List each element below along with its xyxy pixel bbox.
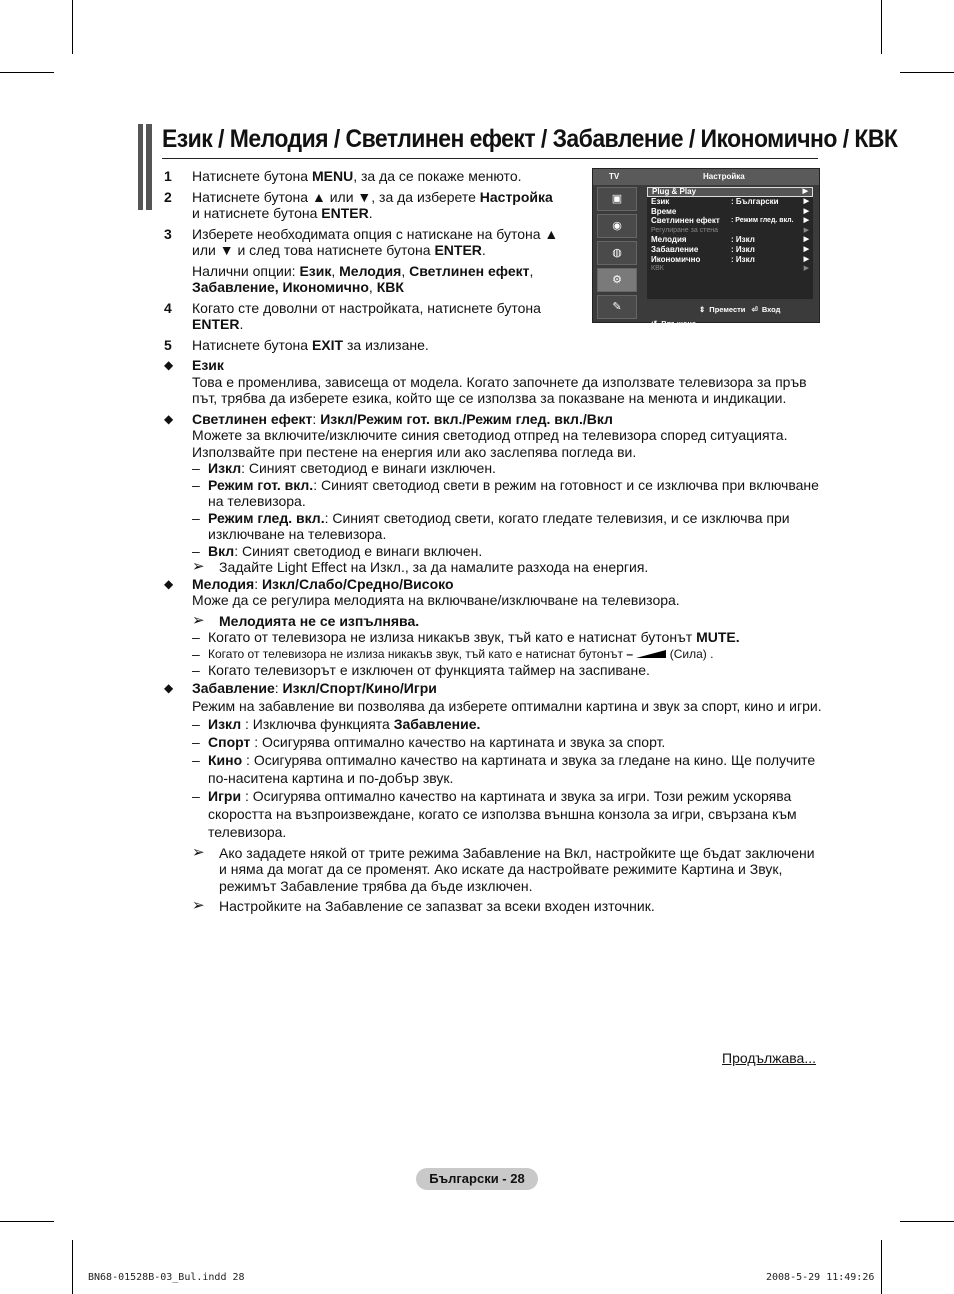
arrow-right-icon: ▶ <box>803 198 809 205</box>
melody-item: – Когато от телевизора не излиза никакъв звук, тъй като е натиснат бутонът – (Сила) . <box>192 645 714 662</box>
fun-note <box>164 898 824 915</box>
step-bold: EXIT <box>311 336 344 353</box>
item-text: (Сила) . <box>666 646 714 661</box>
note-arrow-icon: ➢ <box>192 897 205 914</box>
osd-sidebar <box>597 187 639 315</box>
item-label: Игри <box>208 787 242 804</box>
melody-note <box>164 613 824 630</box>
option-fun-eco: Забавление, Икономично <box>192 279 369 295</box>
item-text: : Осигурява оптимално качество на картината и звука за спорт. <box>250 733 666 750</box>
osd-item-value: : Изкл <box>731 235 755 245</box>
step-text: , за да се покаже менюто. <box>353 168 522 184</box>
item-bold: Забавление. <box>393 715 481 732</box>
step-text: . <box>368 205 373 221</box>
step-1 <box>164 168 564 185</box>
note-text: Мелодията не се изпълнява. <box>219 612 420 629</box>
page-number-badge: Български - 28 <box>416 1168 538 1190</box>
osd-item-label: Забавление <box>651 244 699 254</box>
light-note <box>164 559 824 576</box>
updown-icon: ⇕ <box>699 305 706 314</box>
osd-item-label: Светлинен ефект <box>651 216 720 226</box>
section-melody <box>164 576 824 609</box>
setup-gear-icon[interactable]: ⚙ <box>597 268 637 292</box>
section-values: Изкл/Режим гот. вкл./Режим глед. вкл./Вкл <box>320 410 613 427</box>
osd-menu-list <box>647 187 813 299</box>
fun-item: – Кино : Осигурява оптимално качество на картината и звука за гледане на кино. Ще получите по-наситена картина и по-добър звук. <box>192 751 816 786</box>
osd-item-value: : Изкл <box>731 244 755 254</box>
crop-mark <box>72 0 73 54</box>
item-label: Изкл <box>208 460 242 476</box>
return-icon: ↺ <box>651 319 658 328</box>
step-number: 2 <box>164 188 172 205</box>
item-label: Спорт <box>208 733 251 750</box>
heading-sep: : <box>312 410 321 427</box>
sound-icon[interactable]: ◉ <box>597 214 637 238</box>
step-text: и натиснете бутона <box>192 205 322 221</box>
option-sep: , <box>331 262 340 279</box>
section-heading: Забавление <box>192 679 275 696</box>
arrow-right-icon: ▶ <box>803 265 809 273</box>
melody-item: – Когато от телевизора не излиза никакъв звук, тъй като е натиснат бутонът MUTE. <box>192 629 740 645</box>
crop-mark <box>881 1240 882 1294</box>
osd-item-value: : Български <box>731 197 779 206</box>
item-label: Режим гот. вкл. <box>208 476 314 493</box>
volume-wedge-icon <box>636 650 666 658</box>
step-text: Натиснете бутона <box>192 336 312 353</box>
item-text: : Изключва функцията <box>241 715 394 732</box>
option-sep: , <box>529 262 534 279</box>
osd-item-melody[interactable] <box>647 235 813 245</box>
crop-mark <box>0 1221 54 1222</box>
note-text: Задайте Light Effect на Изкл., за да намалите разхода на енергия. <box>219 559 649 575</box>
item-text: Когато от телевизора не излиза никакъв звук, тъй като е натиснат бутонът <box>208 646 627 661</box>
osd-header <box>593 169 819 185</box>
note-arrow-icon: ➢ <box>192 843 205 861</box>
fun-item: – Спорт : Осигурява оптимално качество на картината и звука за спорт. <box>192 733 666 750</box>
crop-mark <box>881 0 882 54</box>
arrow-right-icon: ▶ <box>803 207 809 215</box>
picture-icon[interactable]: ▣ <box>597 187 637 211</box>
arrow-right-icon: ▶ <box>803 226 809 234</box>
osd-item-label: Време <box>651 206 677 216</box>
option-kvk: КВК <box>376 279 404 295</box>
fun-item: – Игри : Осигурява оптимално качество на картината и звука за игри. Този режим ускорява скоростта на възпроизвеждане, когато се използва външна конзола за игри, свързана към телевизора. <box>192 787 797 840</box>
step-5 <box>164 337 824 354</box>
section-values: Изкл/Слабо/Средно/Високо <box>261 575 454 592</box>
osd-item-time[interactable] <box>647 207 813 217</box>
osd-item-label: Език <box>651 197 670 206</box>
item-bold: MUTE. <box>696 629 740 645</box>
channel-icon[interactable]: ◍ <box>597 241 637 265</box>
crop-mark <box>900 72 954 73</box>
fun-item: – Изкл : Изключва функцията Забавление. <box>192 715 481 732</box>
item-label: Кино <box>208 751 243 768</box>
light-item: – Режим глед. вкл.: Синият светодиод свети, когато гледате телевизия, и се изключва при изключване на телевизора. <box>192 509 790 542</box>
step-bold: ENTER <box>192 316 240 332</box>
section-body: Можете за включите/изключите синия светодиод отпред на телевизора според ситуацията. Използвайте при пестене на енергия или ако заслепява погледа ви. <box>192 427 788 460</box>
note-text: Ако зададете някой от трите режима Забавление на Вкл, настройките ще бъдат заключени и няма да могат да се променят. Ако искате да настройвате режимите Картина и Звук, режимът Забавление трябва да бъде изключен. <box>219 844 815 894</box>
item-text: Когато телевизорът е изключен от функцията таймер на заспиване. <box>208 662 650 678</box>
item-text: : Синият светодиод е винаги включен. <box>234 542 483 559</box>
step-text: . <box>481 242 486 258</box>
step-text: Изберете необходимата опция с натискане на бутона ▲ или ▼ и след това натиснете бутона <box>192 225 559 258</box>
light-item: – Изкл: Синият светодиод е винаги изключен. <box>192 460 496 476</box>
heading-sep: : <box>274 679 283 696</box>
diamond-bullet-icon: ◆ <box>164 680 174 695</box>
diamond-bullet-icon: ◆ <box>164 576 174 591</box>
step-4 <box>164 300 564 333</box>
item-text: : Синият светодиод е винаги изключен. <box>241 460 496 476</box>
osd-item-light-effect[interactable] <box>647 216 813 226</box>
option-melody: Мелодия <box>339 262 402 279</box>
step-text: за излизане. <box>343 336 429 353</box>
tv-osd-menu <box>592 168 820 328</box>
osd-foot-return: Връщане <box>661 319 697 328</box>
enter-icon: ⏎ <box>751 305 758 314</box>
section-heading: Светлинен ефект <box>192 410 313 427</box>
section-body: Режим на забавление ви позволява да изберете оптимални картина и звук за спорт, кино и игри. <box>192 697 822 714</box>
diamond-bullet-icon: ◆ <box>164 358 174 372</box>
step-3 <box>164 226 564 296</box>
item-label: Вкл <box>208 542 235 559</box>
section-language <box>164 357 824 407</box>
minus-symbol: – <box>626 646 634 661</box>
print-slug-right: 2008-5-29 11:49:26 <box>766 1272 875 1283</box>
osd-item-wall-mount[interactable] <box>647 226 813 236</box>
section-body: Може да се регулира мелодията на включване/изключване на телевизора. <box>192 592 680 608</box>
osd-item-label: Икономично <box>651 254 701 264</box>
osd-item-label: КВК <box>651 265 664 273</box>
step-number: 1 <box>164 168 172 184</box>
osd-item-eco[interactable] <box>647 255 813 265</box>
crop-mark <box>900 1221 954 1222</box>
option-sep: , <box>401 262 410 279</box>
osd-foot-enter: Вход <box>761 305 781 314</box>
section-body: Това е променлива, зависеща от модела. Когато започнете да използвате телевизора за пръв път, трябва да изберете езика, който ще се използва за показване на менюта и индикации. <box>192 373 807 406</box>
step-bold: Настройка <box>479 188 553 205</box>
osd-tv-label: TV <box>609 172 620 181</box>
title-accent-line <box>143 124 146 210</box>
step-2 <box>164 189 564 222</box>
osd-item-value: : Изкл <box>731 254 755 264</box>
step-text: . <box>239 316 244 332</box>
diamond-bullet-icon: ◆ <box>164 411 174 426</box>
input-icon[interactable]: ✎ <box>597 295 637 319</box>
osd-item-value: : Режим глед. вкл. <box>731 217 794 225</box>
step-number: 3 <box>164 225 172 242</box>
item-text: : Осигурява оптимално качество на картината и звука за гледане на кино. Ще получите по-наситена картина и по-добър звук. <box>208 751 816 786</box>
step-bold: ENTER <box>321 205 369 221</box>
step-text: Натиснете бутона ▲ или ▼, за да изберете <box>192 188 480 205</box>
item-text: : Синият светодиод свети, когато гледате телевизия, и се изключва при изключване на телевизора. <box>208 509 790 542</box>
note-arrow-icon: ➢ <box>192 611 205 629</box>
continue-link: Продължава... <box>722 1050 816 1066</box>
arrow-right-icon: ▶ <box>802 188 808 195</box>
osd-item-label: Plug & Play <box>652 187 697 196</box>
light-item: – Режим гот. вкл.: Синият светодиод свети в режим на готовност и се изключва при включване на телевизора. <box>192 476 819 509</box>
available-options <box>192 263 564 296</box>
option-language: Език <box>299 262 332 279</box>
light-item: – Вкл: Синият светодиод е винаги включен. <box>192 542 483 559</box>
osd-item-label: Мелодия <box>651 235 687 245</box>
melody-item: – Когато телевизорът е изключен от функцията таймер на заспиване. <box>192 662 650 678</box>
note-text: Настройките на Забавление се запазват за всеки входен източник. <box>219 898 655 914</box>
section-values: Изкл/Спорт/Кино/Игри <box>282 679 437 696</box>
arrow-right-icon: ▶ <box>803 255 809 263</box>
item-label: Режим глед. вкл. <box>208 509 325 526</box>
osd-footer <box>647 303 813 328</box>
steps-list <box>164 168 564 337</box>
section-light-effect <box>164 411 824 461</box>
item-label: Изкл <box>208 715 242 732</box>
section-fun <box>164 679 824 715</box>
fun-note <box>164 845 824 895</box>
item-text: Когато от телевизора не излиза никакъв звук, тъй като е натиснат бутонът <box>208 629 697 645</box>
step-bold: MENU <box>311 168 354 184</box>
heading-sep: : <box>254 575 262 592</box>
osd-item-plug-play[interactable] <box>647 187 813 197</box>
osd-title: Настройка <box>703 172 745 181</box>
osd-item-language[interactable] <box>647 197 813 207</box>
step-text: Когато сте доволни от настройката, натиснете бутона <box>192 299 541 316</box>
item-text: : Осигурява оптимално качество на картината и звука за игри. Този режим ускорява скоростта на възпроизвеждане, когато се използва външна конзола за игри, свързана към телевизора. <box>208 787 797 840</box>
osd-foot-move: Премести <box>709 305 746 314</box>
option-light: Светлинен ефект <box>409 262 530 279</box>
step-number: 5 <box>164 336 172 353</box>
title-rule <box>162 158 818 159</box>
step-bold: ENTER <box>434 242 482 258</box>
section-heading: Мелодия <box>192 575 255 592</box>
osd-item-kvk[interactable] <box>647 264 813 274</box>
crop-mark <box>0 72 54 73</box>
arrow-right-icon: ▶ <box>803 245 809 253</box>
osd-item-label: Регулиране за стена <box>651 226 718 234</box>
print-slug-left: BN68-01528B-03_Bul.indd 28 <box>88 1272 245 1283</box>
step-text: Натиснете бутона <box>192 168 312 184</box>
osd-item-fun[interactable] <box>647 245 813 255</box>
page-title: Език / Мелодия / Светлинен ефект / Забавление / Икономично / КВК <box>162 125 898 153</box>
note-arrow-icon: ➢ <box>192 558 205 575</box>
item-text: : Синият светодиод свети в режим на готовност и се изключва при включване на телевизора. <box>208 476 819 509</box>
option-sep: , <box>368 279 377 295</box>
step-number: 4 <box>164 299 172 316</box>
arrow-right-icon: ▶ <box>803 217 809 225</box>
arrow-right-icon: ▶ <box>803 236 809 244</box>
section-heading: Език <box>192 357 224 373</box>
options-prefix: Налични опции: <box>192 262 300 279</box>
crop-mark <box>72 1240 73 1294</box>
